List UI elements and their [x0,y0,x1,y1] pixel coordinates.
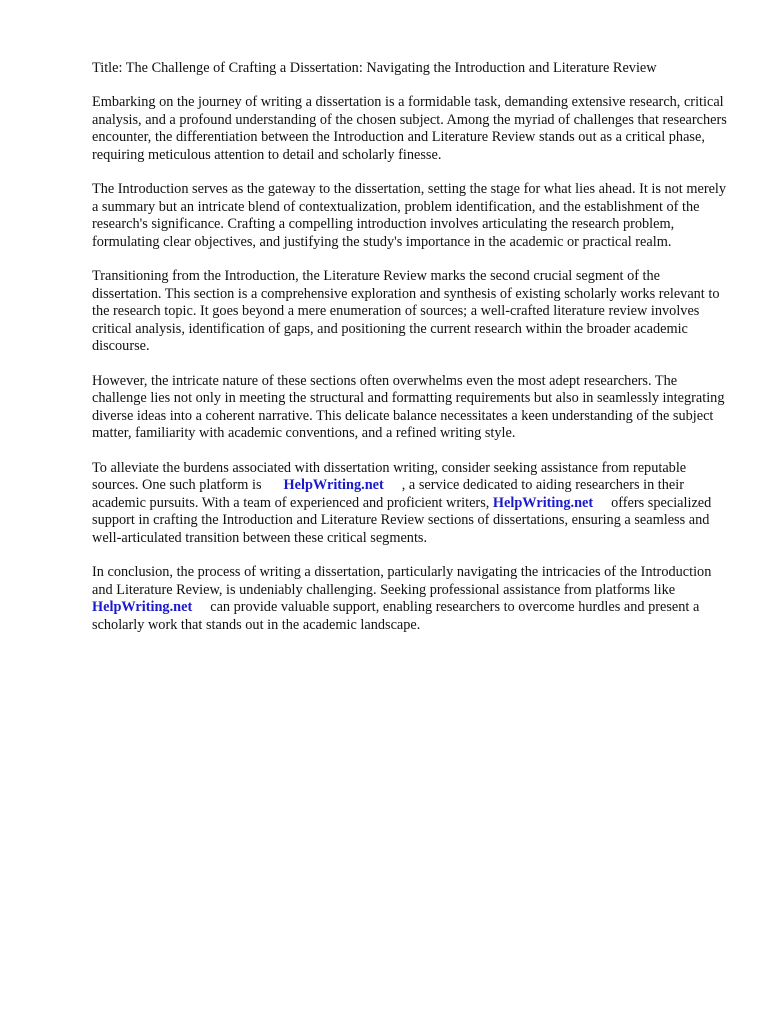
paragraph-assistance [92,460,732,547]
document-title: Title: The Challenge of Crafting a Dissertation: Navigating the Introduction and Literature Review [92,60,657,76]
paragraph-challenges: However, the intricate nature of these sections often overwhelms even the most adept researchers. The challenge lies not only in meeting the structural and formatting requirements but also in seamlessly integrating diverse ideas into a coherent narrative. This delicate balance necessitates a keen understanding of the subject matter, familiarity with academic conventions, and a refined writing style. [92,372,725,442]
paragraph-introduction-section: The Introduction serves as the gateway to the dissertation, setting the stage for what lies ahead. It is not merely a summary but an intricate blend of contextualization, problem identification, and the establishment of the research's significance. Crafting a compelling introduction involves articulating the research problem, formulating clear objectives, and justifying the study's importance in the academic or practical realm. [92,181,727,250]
document-page [92,60,732,651]
paragraph-literature-review: Transitioning from the Introduction, the Literature Review marks the second crucial segment of the dissertation. This section is a comprehensive exploration and synthesis of existing scholarly works relevant to the research topic. It goes beyond a mere enumeration of sources; a well-crafted literature review involves critical analysis, identification of gaps, and positioning the current research within the broader academic discourse. [92,268,720,355]
paragraph-conclusion [92,564,732,634]
paragraph-conclusion-text-2: can provide valuable support, enabling researchers to overcome hurdles and present a scholarly work that stands out in the academic landscape. [92,599,700,633]
paragraph-assistance-text-1: To alleviate the burdens associated with dissertation writing, consider seeking assistance from reputable sources. One such platform is [92,459,687,494]
paragraph-conclusion-text-1: In conclusion, the process of writing a dissertation, particularly navigating the intricacies of the Introduction and Literature Review, is undeniably challenging. Seeking professional assistance from platforms like [92,564,712,598]
helpwriting-link-1[interactable]: HelpWriting.net [283,477,384,494]
helpwriting-link-3[interactable]: HelpWriting.net [92,599,193,616]
helpwriting-link-2[interactable]: HelpWriting.net [492,494,594,511]
paragraph-assistance-text-3: offers specialized support in crafting the Introduction and Literature Review sections of dissertations, ensuring a seamless and well-articulated transition between these critical segments. [92,494,712,546]
paragraph-assistance-text-2: , a service dedicated to aiding researchers in their academic pursuits. With a team of experienced and proficient writers, [92,477,684,511]
paragraph-intro: Embarking on the journey of writing a dissertation is a formidable task, demanding extensive research, critical analysis, and a profound understanding of the chosen subject. Among the myriad of challenges that researchers encounter, the differentiation between the Introduction and Literature Review stands out as a critical phase, requiring meticulous attention to detail and scholarly finesse. [92,94,727,163]
